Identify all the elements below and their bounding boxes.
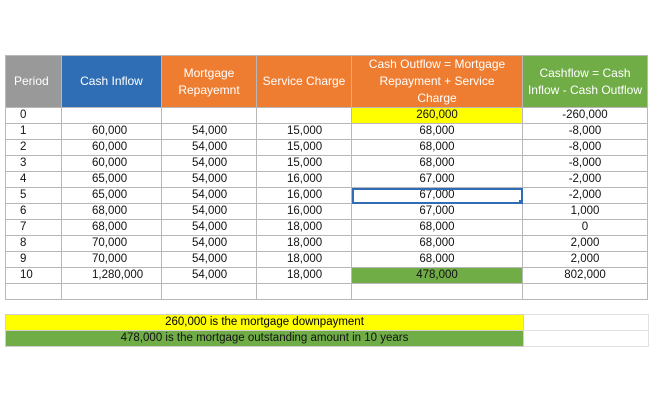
cell-cash-outflow[interactable]: 67,000 xyxy=(352,172,523,188)
cell-cash-inflow[interactable]: 65,000 xyxy=(62,172,162,188)
table-row xyxy=(6,236,648,252)
cell-mortgage-repayment[interactable]: 54,000 xyxy=(162,220,257,236)
header-cashflow[interactable] xyxy=(523,56,648,108)
cell-service-charge[interactable]: 16,000 xyxy=(257,188,352,204)
header-service-charge[interactable]: Service Charge xyxy=(257,56,352,108)
cell-cash-inflow[interactable] xyxy=(62,108,162,124)
note-row-outstanding xyxy=(6,331,649,347)
cell-period[interactable]: 5 xyxy=(6,188,62,204)
table-row xyxy=(6,220,648,236)
cell-cash-inflow[interactable]: 68,000 xyxy=(62,220,162,236)
empty-cell[interactable] xyxy=(162,284,257,300)
cell-cash-inflow[interactable]: 65,000 xyxy=(62,188,162,204)
cell-cash-outflow[interactable]: 68,000 xyxy=(352,236,523,252)
cell-service-charge[interactable]: 16,000 xyxy=(257,204,352,220)
cell-cash-outflow[interactable]: 68,000 xyxy=(352,124,523,140)
cell-cash-inflow[interactable]: 60,000 xyxy=(62,140,162,156)
fill-handle[interactable] xyxy=(519,200,523,204)
cell-cashflow[interactable]: 0 xyxy=(523,220,648,236)
table-row xyxy=(6,252,648,268)
cell-period[interactable]: 6 xyxy=(6,204,62,220)
cell-service-charge[interactable] xyxy=(257,108,352,124)
cell-cashflow[interactable]: -260,000 xyxy=(523,108,648,124)
table-row xyxy=(6,108,648,124)
cell-cashflow[interactable]: 2,000 xyxy=(523,236,648,252)
cell-cash-outflow[interactable]: 68,000 xyxy=(352,252,523,268)
cell-cashflow[interactable]: -2,000 xyxy=(523,188,648,204)
cell-cash-inflow[interactable]: 60,000 xyxy=(62,156,162,172)
empty-cell[interactable] xyxy=(257,284,352,300)
cell-mortgage-repayment[interactable]: 54,000 xyxy=(162,156,257,172)
cell-mortgage-repayment[interactable]: 54,000 xyxy=(162,252,257,268)
cell-cashflow[interactable]: -8,000 xyxy=(523,140,648,156)
cell-period[interactable]: 2 xyxy=(6,140,62,156)
cell-period[interactable]: 1 xyxy=(6,124,62,140)
cell-period[interactable]: 3 xyxy=(6,156,62,172)
header-mortgage-repayment[interactable] xyxy=(162,56,257,108)
header-cashflow-label: Cashflow = Cash Inflow - Cash Outflow xyxy=(527,65,643,97)
cell-service-charge[interactable]: 18,000 xyxy=(257,268,352,284)
cell-period[interactable]: 0 xyxy=(6,108,62,124)
spacer-row xyxy=(6,284,648,300)
cell-cash-inflow[interactable]: 60,000 xyxy=(62,124,162,140)
cell-cashflow[interactable]: 2,000 xyxy=(523,252,648,268)
cell-period[interactable]: 10 xyxy=(6,268,62,284)
empty-cell[interactable] xyxy=(352,284,523,300)
header-cash-inflow[interactable]: Cash Inflow xyxy=(62,56,162,108)
cell-mortgage-repayment[interactable] xyxy=(162,108,257,124)
table-row xyxy=(6,268,648,284)
cell-mortgage-repayment[interactable]: 54,000 xyxy=(162,188,257,204)
note-downpayment[interactable]: 260,000 is the mortgage downpayment xyxy=(6,315,524,331)
cell-cashflow[interactable]: 802,000 xyxy=(523,268,648,284)
cell-service-charge[interactable]: 15,000 xyxy=(257,124,352,140)
cell-mortgage-repayment[interactable]: 54,000 xyxy=(162,140,257,156)
cell-period[interactable]: 9 xyxy=(6,252,62,268)
cell-mortgage-repayment[interactable]: 54,000 xyxy=(162,236,257,252)
cell-cash-outflow[interactable]: 67,000 xyxy=(352,188,523,204)
empty-cell[interactable] xyxy=(6,284,62,300)
empty-cell[interactable] xyxy=(523,284,648,300)
note-empty-cell[interactable] xyxy=(524,331,649,347)
notes-table xyxy=(5,314,649,347)
cell-cashflow[interactable]: -2,000 xyxy=(523,172,648,188)
cell-cash-outflow[interactable]: 478,000 xyxy=(352,268,523,284)
table-row xyxy=(6,188,648,204)
cell-cashflow[interactable]: -8,000 xyxy=(523,124,648,140)
cell-cash-outflow[interactable]: 68,000 xyxy=(352,140,523,156)
cell-service-charge[interactable]: 18,000 xyxy=(257,236,352,252)
cell-mortgage-repayment[interactable]: 54,000 xyxy=(162,204,257,220)
cell-cash-inflow[interactable]: 68,000 xyxy=(62,204,162,220)
cell-service-charge[interactable]: 15,000 xyxy=(257,140,352,156)
cell-service-charge[interactable]: 15,000 xyxy=(257,156,352,172)
note-row-downpayment xyxy=(6,315,649,331)
cell-cashflow[interactable]: -8,000 xyxy=(523,156,648,172)
table-row xyxy=(6,140,648,156)
note-empty-cell[interactable] xyxy=(524,315,649,331)
header-cash-outflow[interactable] xyxy=(352,56,523,108)
cell-cash-outflow[interactable]: 67,000 xyxy=(352,204,523,220)
empty-cell[interactable] xyxy=(62,284,162,300)
header-period[interactable]: Period xyxy=(6,56,62,108)
cell-service-charge[interactable]: 18,000 xyxy=(257,220,352,236)
cell-mortgage-repayment[interactable]: 54,000 xyxy=(162,172,257,188)
cell-period[interactable]: 4 xyxy=(6,172,62,188)
cell-cash-inflow[interactable]: 1,280,000 xyxy=(62,268,162,284)
cell-cash-outflow[interactable]: 68,000 xyxy=(352,156,523,172)
cell-cash-outflow[interactable]: 260,000 xyxy=(352,108,523,124)
cell-period[interactable]: 8 xyxy=(6,236,62,252)
header-row xyxy=(6,56,648,108)
cell-period[interactable]: 7 xyxy=(6,220,62,236)
cell-mortgage-repayment[interactable]: 54,000 xyxy=(162,268,257,284)
cell-cashflow[interactable]: 1,000 xyxy=(523,204,648,220)
cell-cash-inflow[interactable]: 70,000 xyxy=(62,236,162,252)
table-row xyxy=(6,156,648,172)
cashflow-table xyxy=(5,55,648,300)
note-outstanding[interactable]: 478,000 is the mortgage outstanding amount in 10 years xyxy=(6,331,524,347)
header-mortgage-repayment-label: Mortgage Repayemnt xyxy=(178,65,240,97)
cell-cash-outflow[interactable]: 68,000 xyxy=(352,220,523,236)
table-row xyxy=(6,124,648,140)
table-row xyxy=(6,172,648,188)
header-cash-outflow-label: Cash Outflow = Mortgage Repayment + Service Charge xyxy=(368,57,506,105)
cell-cash-inflow[interactable]: 70,000 xyxy=(62,252,162,268)
cell-mortgage-repayment[interactable]: 54,000 xyxy=(162,124,257,140)
cell-service-charge[interactable]: 18,000 xyxy=(257,252,352,268)
cell-service-charge[interactable]: 16,000 xyxy=(257,172,352,188)
table-row xyxy=(6,204,648,220)
